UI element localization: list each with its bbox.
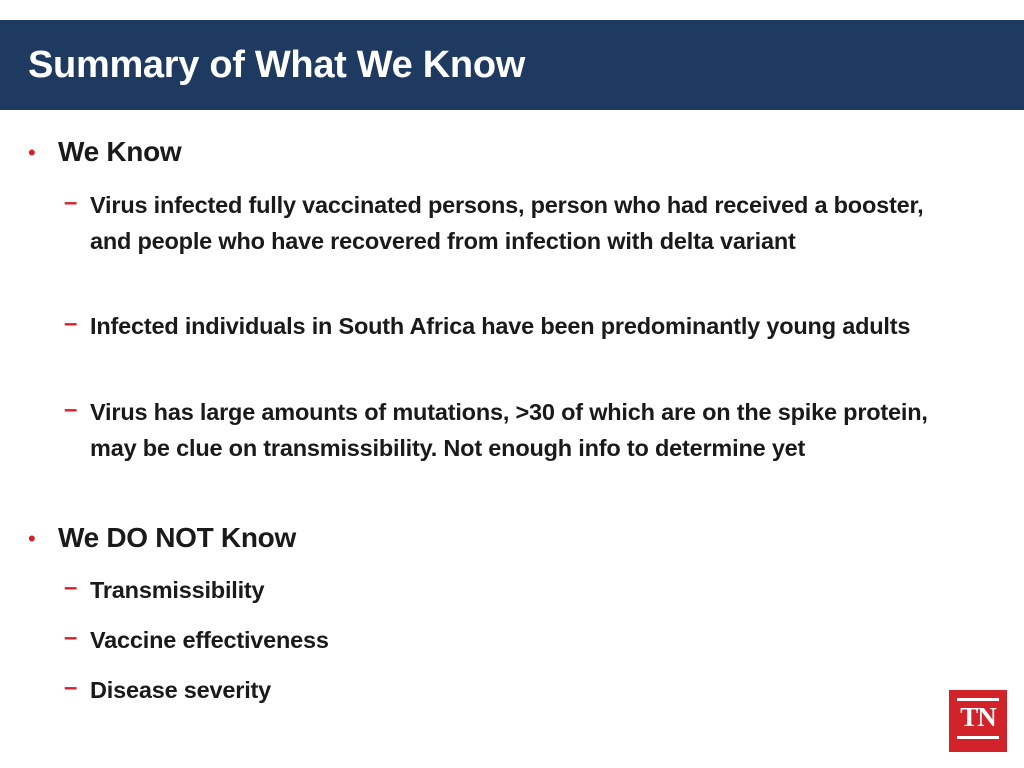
dash-icon: – (64, 624, 78, 651)
dash-icon: – (64, 396, 78, 423)
list-item: Infected individuals in South Africa have been predominantly young adults (90, 313, 911, 339)
logo-line-top (957, 698, 999, 701)
logo-line-bottom (957, 736, 999, 739)
dash-icon: – (64, 310, 78, 337)
section-heading-we-know: We Know (58, 136, 182, 167)
dash-icon: – (64, 674, 78, 701)
bullet-icon: • (28, 526, 36, 551)
dash-icon: – (64, 189, 78, 216)
list-item: Virus infected fully vaccinated persons, person who had received a booster, and people who have recovered from infection with delta variant (90, 192, 924, 254)
slide-title: Summary of What We Know (28, 44, 525, 86)
bullet-icon: • (28, 140, 36, 165)
tn-logo (949, 690, 1007, 752)
section-heading-we-do-not-know: We DO NOT Know (58, 522, 296, 553)
dash-icon: – (64, 574, 78, 601)
list-item: Disease severity (90, 677, 272, 703)
logo-text: TN (960, 702, 996, 732)
list-item: Virus has large amounts of mutations, >30 of which are on the spike protein, may be clue on transmissibility. Not enough info to determine yet (90, 399, 928, 461)
list-item: Vaccine effectiveness (90, 627, 329, 653)
list-item: Transmissibility (90, 577, 265, 603)
